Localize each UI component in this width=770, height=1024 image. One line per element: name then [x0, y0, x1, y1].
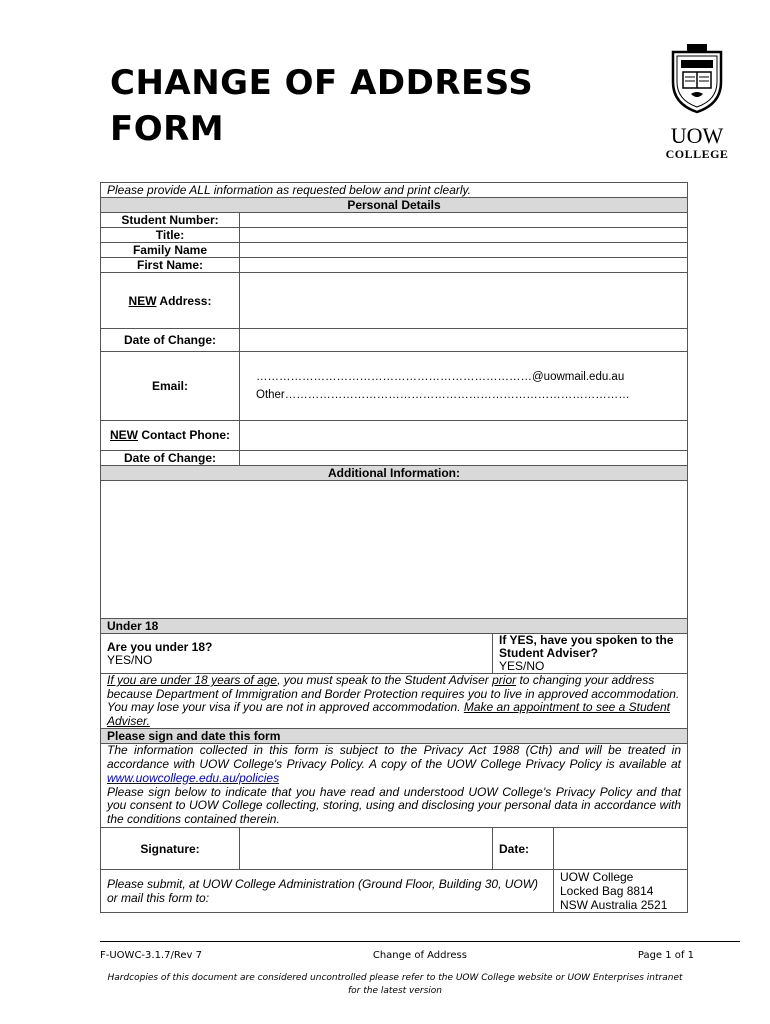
- date-of-change-label-2: Date of Change:: [101, 451, 240, 466]
- page-number: Page 1 of 1: [637, 950, 694, 961]
- submit-instructions: Please submit, at UOW College Administration (Ground Floor, Building 30, UOW) or mail this form to:: [101, 870, 554, 913]
- date-of-change-field[interactable]: [240, 329, 688, 352]
- adviser-question-label: If YES, have you spoken to the Student Adviser?: [499, 633, 674, 660]
- consent-text: Please sign below to indicate that you have read and understood UOW College's Privacy Policy and that you consent to UOW College collecting, storing, using and disclosing your personal data in accordance with the conditions contained therein.: [107, 784, 681, 827]
- personal-details-heading: Personal Details: [101, 198, 688, 213]
- first-name-label: First Name:: [101, 258, 240, 273]
- family-name-field[interactable]: [240, 243, 688, 258]
- date-of-change-field-2[interactable]: [240, 451, 688, 466]
- new-contact-phone-label: NEW Contact Phone:: [101, 421, 240, 451]
- under-18-note: If you are under 18 years of age, you must speak to the Student Adviser prior to changing your address because Department of Immigration and Border Protection requires you to live in approved accommodation. You may lose your visa if you are not in approved accommodation. Make an appointment to see a Student Adviser.: [101, 674, 688, 729]
- email-other-line: Other………………………………………………………………………………: [256, 389, 630, 401]
- additional-info-field[interactable]: [101, 481, 688, 619]
- email-label: Email:: [101, 352, 240, 421]
- under-18-heading: Under 18: [101, 619, 688, 634]
- email-field[interactable]: [240, 352, 688, 421]
- student-number-label: Student Number:: [101, 213, 240, 228]
- uow-college-logo: [660, 42, 734, 162]
- student-number-field[interactable]: [240, 213, 688, 228]
- date-of-change-label: Date of Change:: [101, 329, 240, 352]
- mailing-address: UOW College Locked Bag 8814 NSW Australia 2521: [554, 870, 688, 913]
- new-label: NEW: [128, 293, 157, 308]
- logo-wordmark: UOW: [670, 123, 724, 148]
- title-line-1: CHANGE OF ADDRESS: [110, 63, 534, 103]
- crest-icon: [667, 42, 727, 114]
- under-18-options: YES/NO: [107, 652, 153, 667]
- page-footer: [100, 941, 740, 961]
- page-title: [110, 60, 533, 152]
- signature-field[interactable]: [240, 828, 493, 870]
- uncontrolled-copy-note: Hardcopies of this document are considered uncontrolled please refer to the UOW College website or UOW Enterprises intranet for the latest version: [107, 973, 683, 996]
- date-label: Date:: [493, 828, 554, 870]
- family-name-label: Family Name: [101, 243, 240, 258]
- title-field[interactable]: [240, 228, 688, 243]
- additional-info-heading: Additional Information:: [101, 466, 688, 481]
- first-name-field[interactable]: [240, 258, 688, 273]
- new-address-field[interactable]: [240, 273, 688, 329]
- signature-label: Signature:: [101, 828, 240, 870]
- privacy-policy-link[interactable]: www.uowcollege.edu.au/policies: [107, 770, 280, 785]
- form-intro: Please provide ALL information as requested below and print clearly.: [101, 183, 688, 198]
- new-address-label: NEW Address:: [101, 273, 240, 329]
- document-name: Change of Address: [372, 950, 467, 961]
- adviser-options: YES/NO: [499, 659, 545, 673]
- new-label: NEW: [110, 428, 138, 442]
- under-18-question-label: Are you under 18?: [107, 639, 213, 654]
- logo-subtext: COLLEGE: [665, 147, 729, 161]
- sign-heading: Please sign and date this form: [101, 729, 688, 744]
- title-label: Title:: [101, 228, 240, 243]
- email-uowmail-line: ………………………………………………………………@uowmail.edu.au: [256, 371, 625, 383]
- title-line-2: FORM: [110, 109, 225, 149]
- under-18-question[interactable]: [101, 634, 493, 674]
- form-code: F-UOWC-3.1.7/Rev 7: [100, 950, 202, 961]
- adviser-question[interactable]: [493, 634, 688, 674]
- contact-phone-field[interactable]: [240, 421, 688, 451]
- change-of-address-form: [100, 182, 688, 913]
- date-field[interactable]: [554, 828, 688, 870]
- privacy-statement: The information collected in this form is subject to the Privacy Act 1988 (Cth) and will be treated in accordance with UOW College's Privacy Policy. A copy of the UOW College Privacy Policy is available at www.uowcollege.edu.au/policies Please sign below to indicate that you have read and understood UOW College's Privacy Policy and that you consent to UOW College collecting, storing, using and disclosing your personal data in accordance with the conditions contained therein.: [101, 744, 688, 828]
